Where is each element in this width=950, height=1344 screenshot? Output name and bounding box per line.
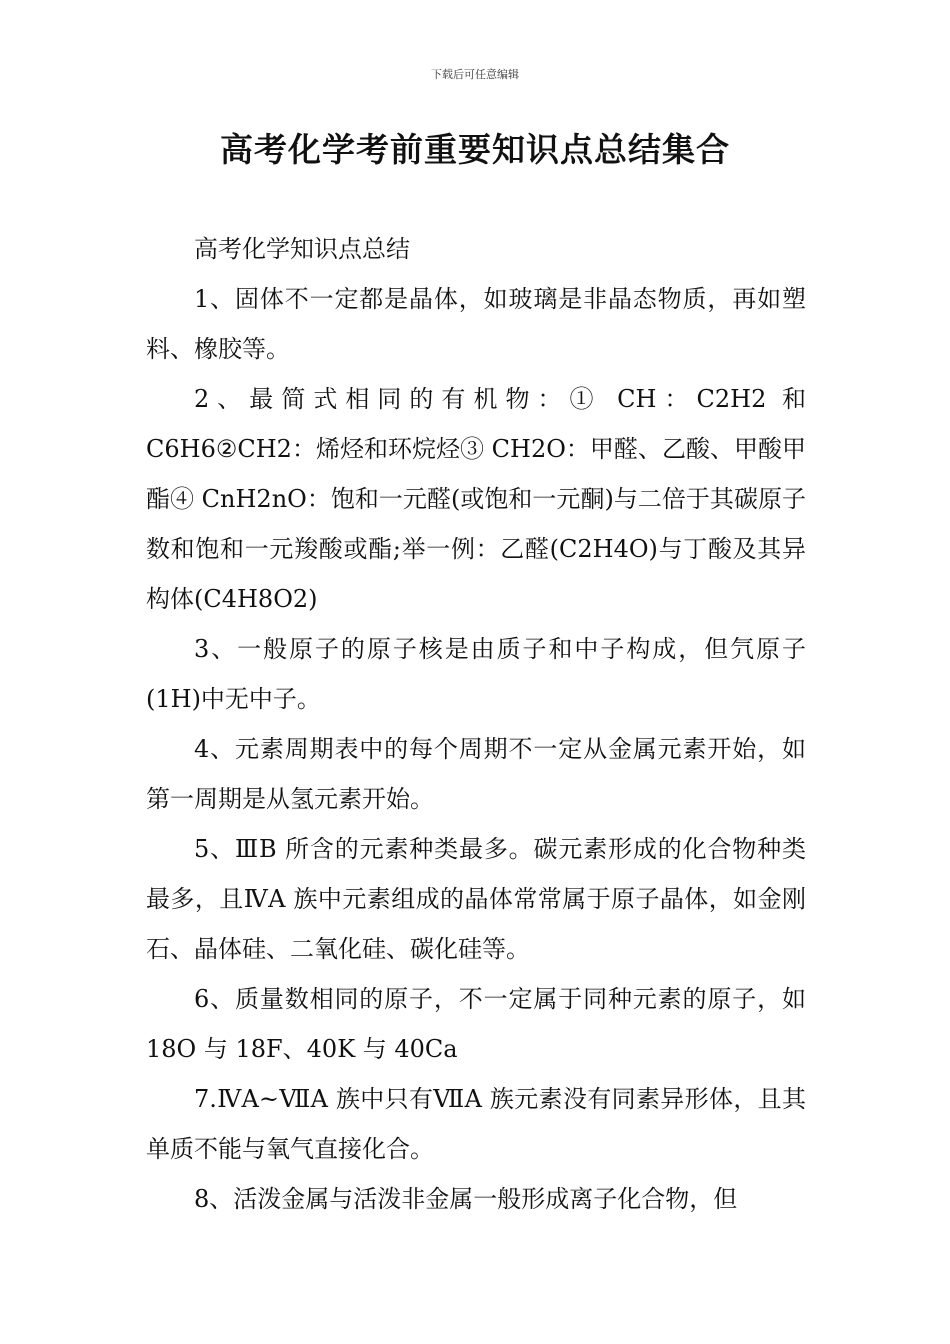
- paragraph-1: 1、固体不一定都是晶体，如玻璃是非晶态物质，再如塑料、橡胶等。: [146, 285, 806, 363]
- paragraph-6: 6、质量数相同的原子，不一定属于同种元素的原子，如 18O 与 18F、40K 与 40Ca: [146, 985, 806, 1063]
- paragraph-5: 5、ⅢB 所含的元素种类最多。碳元素形成的化合物种类最多，且ⅣA 族中元素组成的晶体常常属于原子晶体，如金刚石、晶体硅、二氧化硅、碳化硅等。: [146, 835, 806, 963]
- section-heading: 高考化学知识点总结: [194, 235, 410, 263]
- document-body: [146, 224, 806, 1224]
- paragraph-4: 4、元素周期表中的每个周期不一定从金属元素开始，如第一周期是从氢元素开始。: [146, 735, 806, 813]
- paragraph-7: 7.ⅣA~ⅦA 族中只有ⅦA 族元素没有同素异形体，且其单质不能与氧气直接化合。: [146, 1085, 806, 1163]
- paragraph-2: 2、最简式相同的有机物：① CH：C2H2 和 C6H6②CH2：烯烃和环烷烃③ CH2O：甲醛、乙酸、甲酸甲酯④ CnH2nO：饱和一元醛(或饱和一元酮)与二倍于其碳原子数和饱和一元羧酸或酯;举一例：乙醛(C2H4O)与丁酸及其异构体(C4H8O2): [146, 385, 806, 613]
- header-note: 下载后可任意编辑: [431, 68, 519, 81]
- paragraph-3: 3、一般原子的原子核是由质子和中子构成，但氕原子(1H)中无中子。: [146, 635, 806, 713]
- document-title: 高考化学考前重要知识点总结集合: [220, 130, 730, 169]
- paragraph-8: 8、活泼金属与活泼非金属一般形成离子化合物，但: [194, 1185, 738, 1213]
